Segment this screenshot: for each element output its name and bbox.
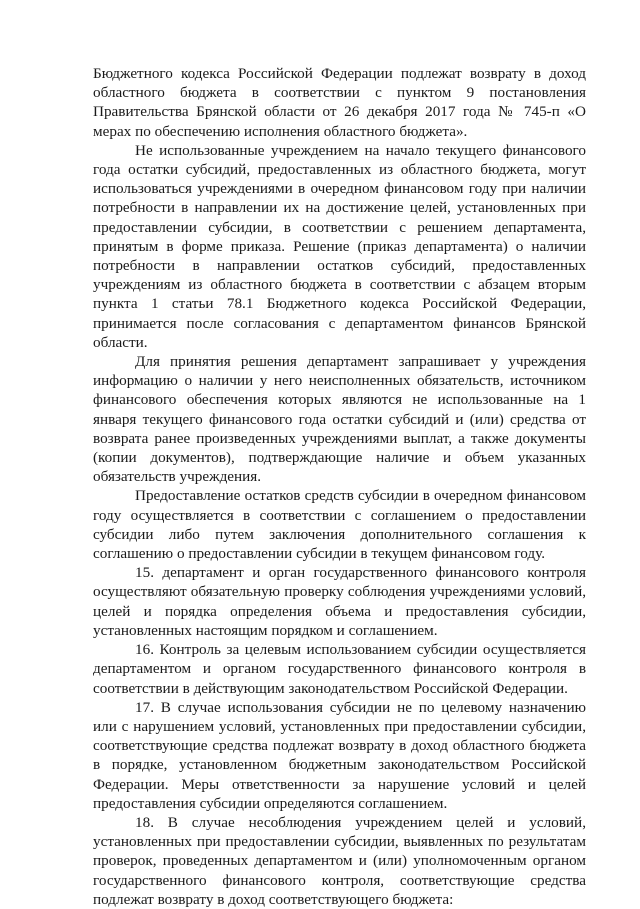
paragraph-item-18: 18. В случае несоблюдения учреждением целей и условий, установленных при предоставлении субсидии, выявленных по результатам проверок, проведенных департаментом и (или) уполномоченным органом государственного финансового контроля, соответствующие средства подлежат возврату в доход соответствующего бюджета: [93,813,586,908]
paragraph-unused-balances: Не использованные учреждением на начало текущего финансового года остатки субсидий, предоставленных из областного бюджета, могут использоваться учреждениями в очередном финансовом году при наличии потребности в направлении их на достижение целей, установленных при предоставлении субсидии, в соответствии с решением департамента, принятым в форме приказа. Решение (приказ департамента) о наличии потребности в направлении остатков субсидий, предоставленных учреждениям из областного бюджета в соответствии с абзацем вторым пункта 1 статьи 78.1 Бюджетного кодекса Российской Федерации, принимается после согласования с департаментом финансов Брянской области. [93,141,586,351]
paragraph-decision-request: Для принятия решения департамент запрашивает у учреждения информацию о наличии у него неисполненных обязательств, источником финансового обеспечения которых являются не использованные на 1 января текущего финансового года остатки субсидий и (или) средства от возврата ранее произведенных учреждениями выплат, а также документы (копии документов), подтверждающие наличие и объем указанных обязательств учреждения. [93,353,586,486]
paragraph-item-16: 16. Контроль за целевым использованием субсидии осуществляется департаментом и органом государственного финансового контроля в соответствии в действующим законодательством Российской Федерации. [93,641,586,697]
paragraph-balance-provision: Предоставление остатков средств субсидии в очередном финансовом году осуществляется в соответствии с соглашением о предоставлении субсидии либо путем заключения дополнительного соглашения к соглашению о предоставлении субсидии в текущем финансовом году. [93,487,586,563]
paragraph-budget-code-return: Бюджетного кодекса Российской Федерации подлежат возврату в доход областного бюджета в соответствии с пунктом 9 постановления Правительства Брянской области от 26 декабря 2017 года № 745-п «О мерах по обеспечению исполнения областного бюджета». [93,65,586,140]
paragraph-item-15: 15. департамент и орган государственного финансового контроля осуществляют обязательную проверку соблюдения учреждениями условий, целей и порядка определения объема и предоставления субсидии, установленных настоящим порядком и соглашением. [93,564,586,639]
paragraph-item-17: 17. В случае использования субсидии не по целевому назначению или с нарушением условий, установленных при предоставлении субсидии, соответствующие средства подлежат возврату в доход областного бюджета в порядке, установленном бюджетным законодательством Российской Федерации. Меры ответственности за нарушение условий и целей предоставления субсидии определяются соглашением. [93,698,586,812]
